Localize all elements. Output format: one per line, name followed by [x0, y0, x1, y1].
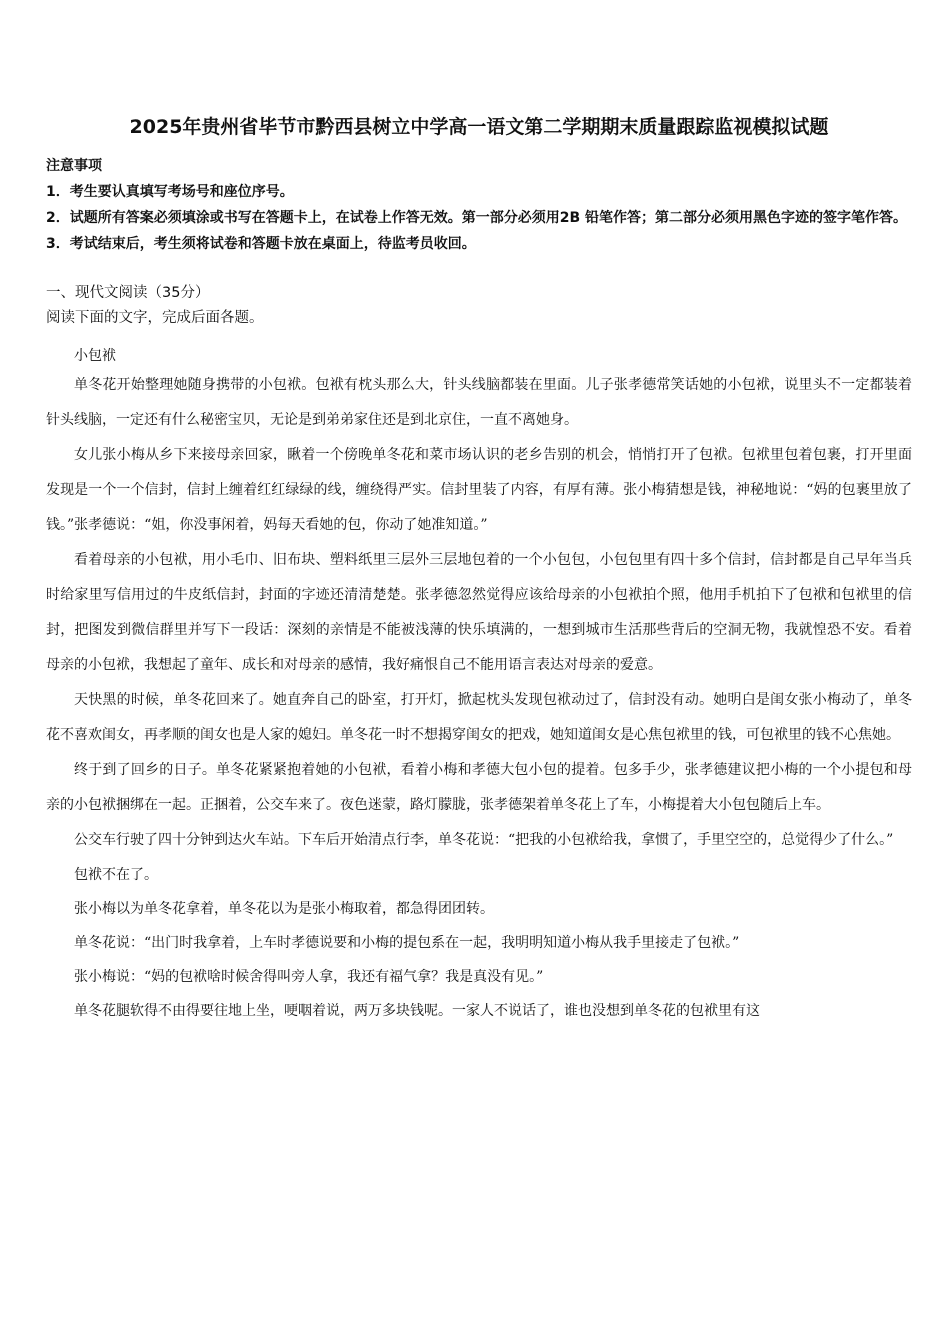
article-paragraph: 终于到了回乡的日子。单冬花紧紧抱着她的小包袱，看着小梅和孝德大包小包的提着。包多手少，张孝德建议把小梅的一个小提包和母亲的小包袱捆绑在一起。正捆着，公交车来了。夜色迷蒙，路灯朦胧，张孝德架着单冬花上了车，小梅提着大小包包随后上车。	[46, 762, 912, 813]
article-paragraph: 单冬花腿软得不由得要往地上坐，哽咽着说，两万多块钱呢。一家人不说话了，谁也没想到单冬花的包袱里有这	[74, 1003, 760, 1019]
article-paragraph: 包袱不在了。	[74, 867, 158, 883]
article-paragraph: 张小梅说：“妈的包袱啥时候舍得叫旁人拿，我还有福气拿？我是真没有见。”	[74, 969, 544, 985]
article-paragraph: 张小梅以为单冬花拿着，单冬花以为是张小梅取着，都急得团团转。	[74, 901, 494, 917]
notice-section	[46, 153, 912, 257]
article-paragraph: 看着母亲的小包袱，用小毛巾、旧布块、塑料纸里三层外三层地包着的一个小包包，小包包里有四十多个信封，信封都是自己早年当兵时给家里写信用过的牛皮纸信封，封面的字迹还清清楚楚。张孝德忽然觉得应该给母亲的小包袱拍个照，他用手机拍下了包袱和包袱里的信封，把图发到微信群里并写下一段话：深刻的亲情是不能被浅薄的快乐填满的，一想到城市生活那些背后的空洞无物，我就惶恐不安。看着母亲的小包袱，我想起了童年、成长和对母亲的感情，我好痛恨自己不能用语言表达对母亲的爱意。	[46, 552, 912, 673]
section-instruction: 阅读下面的文字，完成后面各题。	[46, 310, 264, 326]
notice-item-3: 3．考试结束后，考生须将试卷和答题卡放在桌面上，待监考员收回。	[46, 236, 476, 252]
notice-heading: 注意事项	[46, 158, 102, 174]
article-paragraph: 公交车行驶了四十分钟到达火车站。下车后开始清点行李，单冬花说：“把我的小包袱给我，拿惯了，手里空空的，总觉得少了什么。”	[74, 832, 894, 848]
article-paragraph: 单冬花说：“出门时我拿着，上车时孝德说要和小梅的提包系在一起，我明明知道小梅从我手里接走了包袱。”	[74, 935, 740, 951]
document-title: 2025年贵州省毕节市黔西县树立中学高一语文第二学期期末质量跟踪监视模拟试题	[129, 116, 829, 138]
article-paragraph: 女儿张小梅从乡下来接母亲回家，瞅着一个傍晚单冬花和菜市场认识的老乡告别的机会，悄悄打开了包袱。包袱里包着包裹，打开里面发现是一个一个信封，信封上缠着红红绿绿的线，缠绕得严实。信封里装了内容，有厚有薄。张小梅猜想是钱，神秘地说：“妈的包裹里放了钱。”张孝德说：“姐，你没事闲着，妈每天看她的包，你动了她准知道。”	[46, 447, 912, 533]
reading-article	[46, 339, 912, 1028]
article-paragraph: 单冬花开始整理她随身携带的小包袱。包袱有枕头那么大，针头线脑都装在里面。儿子张孝德常笑话她的小包袱，说里头不一定都装着针头线脑，一定还有什么秘密宝贝，无论是到弟弟家住还是到北京住，一直不离她身。	[46, 377, 912, 428]
notice-item-1: 1．考生要认真填写考场号和座位序号。	[46, 184, 294, 200]
document-page	[46, 112, 912, 1028]
article-title: 小包袱	[74, 348, 116, 364]
section-heading: 一、现代文阅读（35分）	[46, 285, 210, 301]
article-paragraph: 天快黑的时候，单冬花回来了。她直奔自己的卧室，打开灯，掀起枕头发现包袱动过了，信封没有动。她明白是闺女张小梅动了，单冬花不喜欢闺女，再孝顺的闺女也是人家的媳妇。单冬花一时不想揭穿闺女的把戏，她知道闺女是心焦包袱里的钱，可包袱里的钱不心焦她。	[46, 692, 912, 743]
notice-item-2: 2．试题所有答案必须填涂或书写在答题卡上，在试卷上作答无效。第一部分必须用2B 铅笔作答；第二部分必须用黑色字迹的签字笔作答。	[46, 210, 908, 226]
